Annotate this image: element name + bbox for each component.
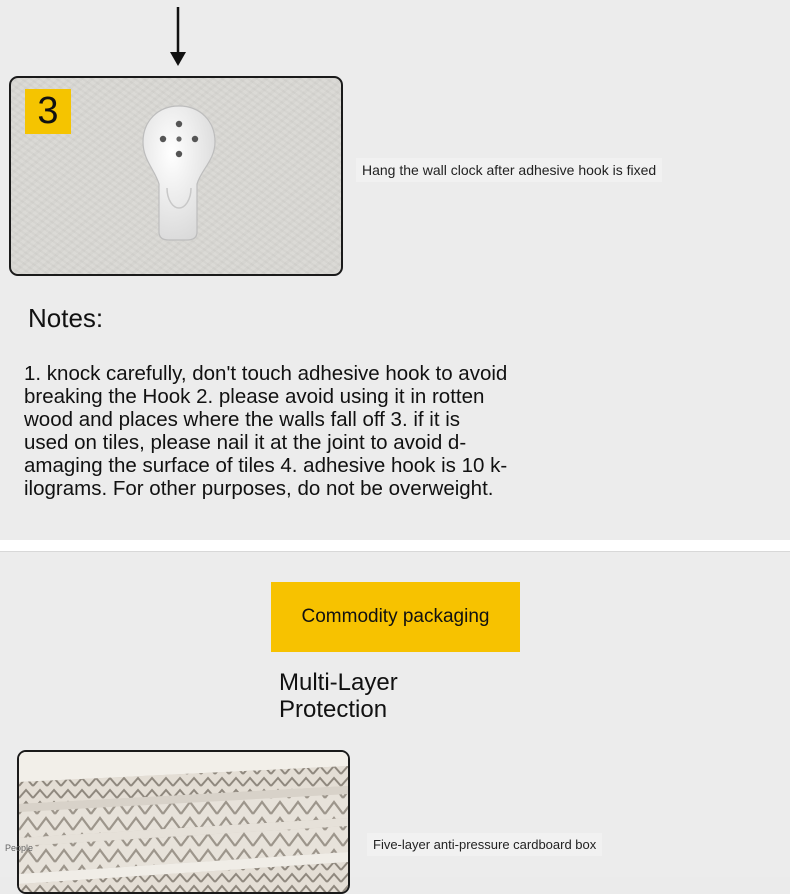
protection-heading-line2: Protection [279,696,388,723]
protection-heading-line1: Multi-Layer [279,669,398,696]
watermark-label: People [5,843,34,853]
notes-line: amaging the surface of tiles 4. adhesive hook is 10 k- [24,454,508,477]
packaging-caption: Five-layer anti-pressure cardboard box [367,833,602,856]
step-caption: Hang the wall clock after adhesive hook is fixed [356,158,662,182]
down-arrow-icon [168,6,188,68]
notes-text [24,362,554,500]
notes-line: ilograms. For other purposes, do not be overweight. [24,477,494,500]
section-divider [0,540,790,552]
notes-line: breaking the Hook 2. please avoid using it in rotten [24,385,485,408]
cardboard-layers-photo [17,750,350,894]
notes-line: used on tiles, please nail it at the joint to avoid d- [24,431,467,454]
step-number-badge: 3 [25,89,71,134]
notes-line: 1. knock carefully, don't touch adhesive hook to avoid [24,362,508,385]
notes-line: wood and places where the walls fall off 3. if it is [24,408,461,431]
adhesive-hook-image [139,104,219,244]
hook-on-wall-photo [9,76,343,276]
notes-heading: Notes: [28,303,104,333]
corrugated-cardboard-image [19,752,348,892]
protection-heading [279,669,509,723]
packaging-banner: Commodity packaging [271,582,520,652]
